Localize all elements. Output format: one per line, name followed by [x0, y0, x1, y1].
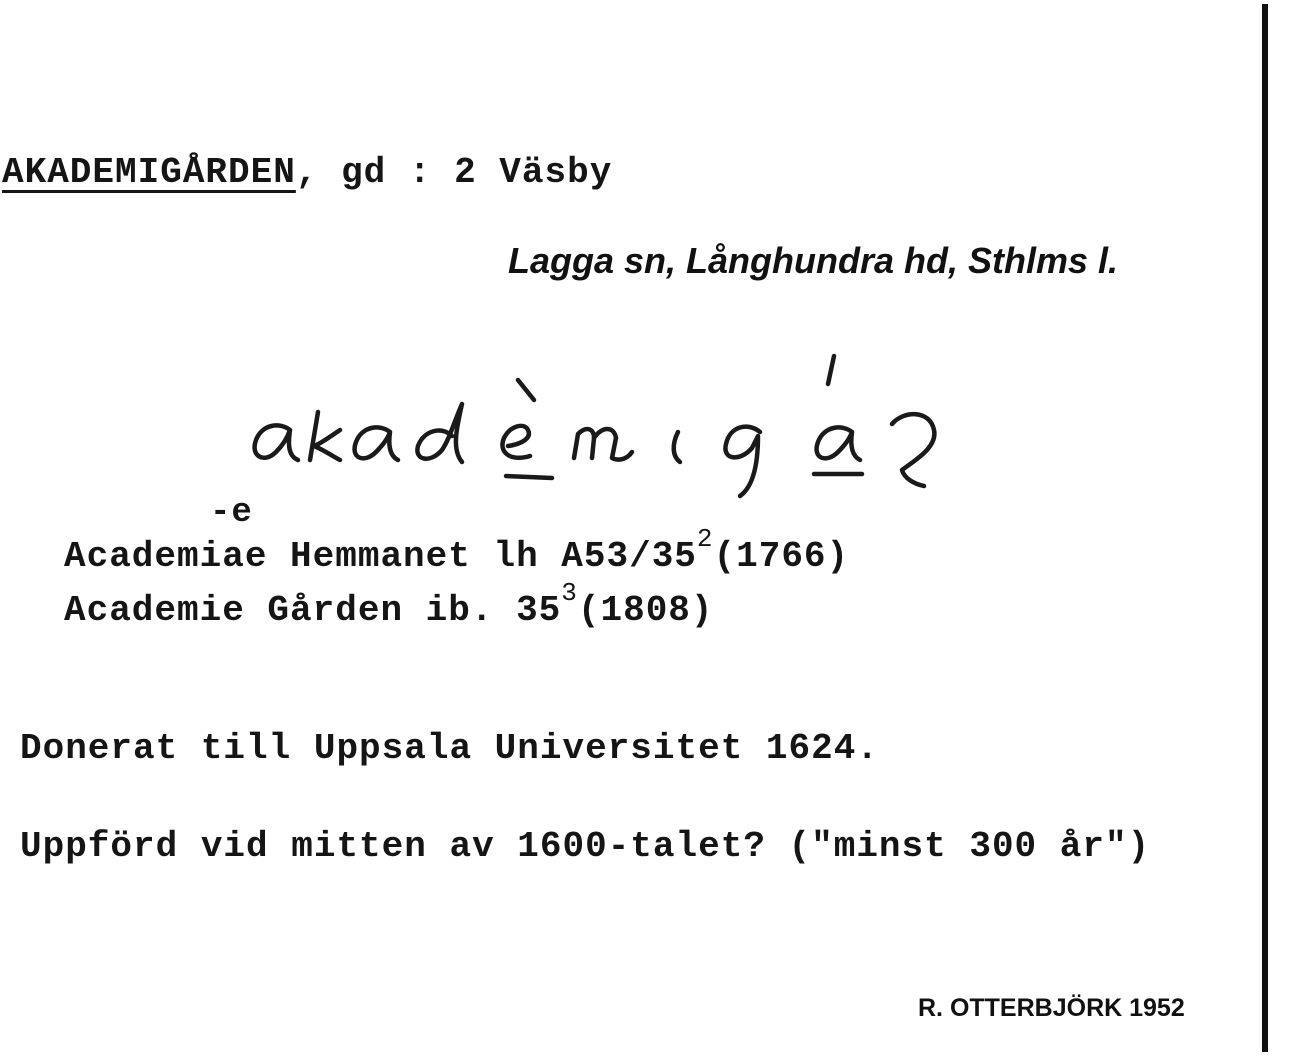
card-edge-line	[1262, 4, 1268, 1052]
handwritten-pronunciation	[240, 352, 960, 512]
note-built: Uppförd vid mitten av 1600-talet? ("minst 300 år")	[20, 826, 1151, 867]
form-line-1	[64, 524, 850, 577]
headword-line	[2, 152, 612, 193]
variant-mark: -e	[210, 494, 253, 532]
headword: AKADEMIGÅRDEN	[2, 152, 296, 193]
location-stamp: Lagga sn, Långhundra hd, Sthlms l.	[508, 240, 1119, 281]
form-2-text: Academie Gården ib. 35	[64, 590, 562, 631]
form-2-superscript: 3	[561, 578, 578, 608]
form-2-year: (1808)	[577, 590, 714, 631]
form-1-text: Academiae Hemmanet lh A53/35	[64, 536, 697, 577]
signature: R. OTTERBJÖRK 1952	[918, 994, 1185, 1022]
form-1-year: (1766)	[713, 536, 850, 577]
pronunciation-drawing	[240, 352, 960, 512]
form-1-superscript: 2	[696, 524, 714, 554]
form-line-2	[64, 578, 714, 631]
note-donation: Donerat till Uppsala Universitet 1624.	[20, 728, 879, 769]
headword-rest: , gd : 2 Väsby	[295, 152, 613, 193]
